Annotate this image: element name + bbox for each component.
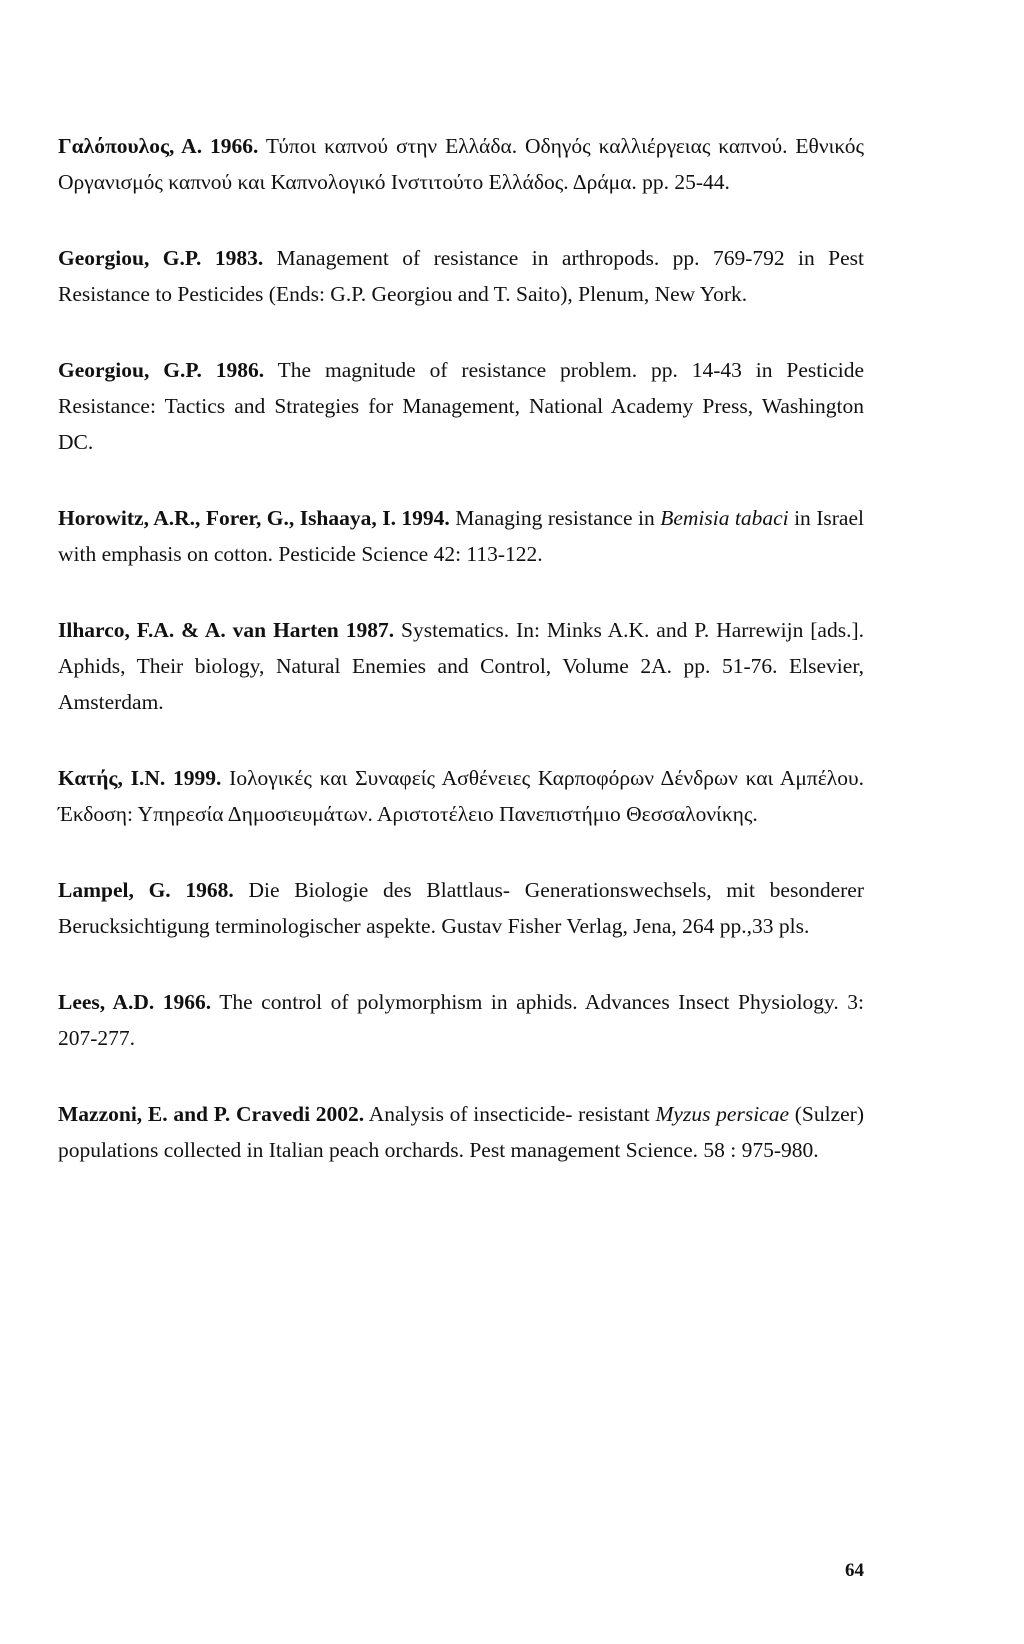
reference-entry <box>58 352 864 460</box>
reference-entry <box>58 612 864 720</box>
reference-text: Analysis of insecticide- resistant <box>364 1102 656 1126</box>
reference-text: in Israel with emphasis on cotton. Pesticide Science 42: 113-122. <box>58 506 864 566</box>
reference-text: Τύποι καπνού στην Ελλάδα. Οδηγός καλλιέργειας καπνού. Εθνικός Οργανισμός καπνού και Καπνολογικό Ινστιτούτο Ελλάδος. Δράμα. pp. 25-44. <box>58 134 864 194</box>
species-name: Myzus persicae <box>655 1102 790 1126</box>
reference-text: (Sulzer) populations collected in Italian peach orchards. Pest management Science. 58 : 975-980. <box>58 1102 864 1162</box>
page-number: 64 <box>845 1560 864 1581</box>
reference-authors: Lampel, G. 1968. <box>58 878 234 902</box>
species-name: Bemisia tabaci <box>660 506 789 530</box>
reference-authors: Georgiou, G.P. 1983. <box>58 246 264 270</box>
reference-text: Ιολογικές και Συναφείς Ασθένειες Καρποφόρων Δένδρων και Αμπέλου. Έκδοση: Υπηρεσία Δημοσιευμάτων. Αριστοτέλειο Πανεπιστήμιο Θεσσαλονίκης. <box>58 766 864 826</box>
reference-entry <box>58 500 864 572</box>
reference-entry <box>58 240 864 312</box>
reference-text: Managing resistance in <box>449 506 661 530</box>
reference-authors: Mazzoni, E. and P. Cravedi 2002. <box>58 1102 365 1126</box>
reference-text: Management of resistance in arthropods. pp. 769-792 in Pest Resistance to Pesticides (Ends: G.P. Georgiou and T. Saito), Plenum, New York. <box>58 246 864 306</box>
reference-entry <box>58 128 864 200</box>
reference-text: Systematics. In: Minks A.K. and P. Harrewijn [ads.]. Aphids, Their biology, Natural Enemies and Control, Volume 2A. pp. 51-76. Elsevier, Amsterdam. <box>58 618 864 714</box>
reference-list <box>58 128 864 1208</box>
reference-text: The magnitude of resistance problem. pp. 14-43 in Pesticide Resistance: Tactics and Strategies for Management, National Academy Press, Washington DC. <box>58 358 865 454</box>
reference-authors: Horowitz, A.R., Forer, G., Ishaaya, I. 1994. <box>58 506 450 530</box>
reference-entry <box>58 984 864 1056</box>
reference-entry <box>58 1096 864 1168</box>
reference-authors: Ilharco, F.A. & A. van Harten 1987. <box>58 618 395 642</box>
reference-authors: Κατής, I.N. 1999. <box>58 766 222 790</box>
reference-authors: Georgiou, G.P. 1986. <box>58 358 265 382</box>
reference-authors: Lees, A.D. 1966. <box>58 990 212 1014</box>
reference-authors: Γαλόπουλος, Α. 1966. <box>58 134 259 158</box>
reference-text: Die Biologie des Blattlaus- Generationswechsels, mit besonderer Berucksichtigung terminologischer aspekte. Gustav Fisher Verlag, Jena, 264 pp.,33 pls. <box>58 878 864 938</box>
reference-entry <box>58 872 864 944</box>
reference-entry <box>58 760 864 832</box>
reference-text: The control of polymorphism in aphids. Advances Insect Physiology. 3: 207-277. <box>58 990 864 1050</box>
